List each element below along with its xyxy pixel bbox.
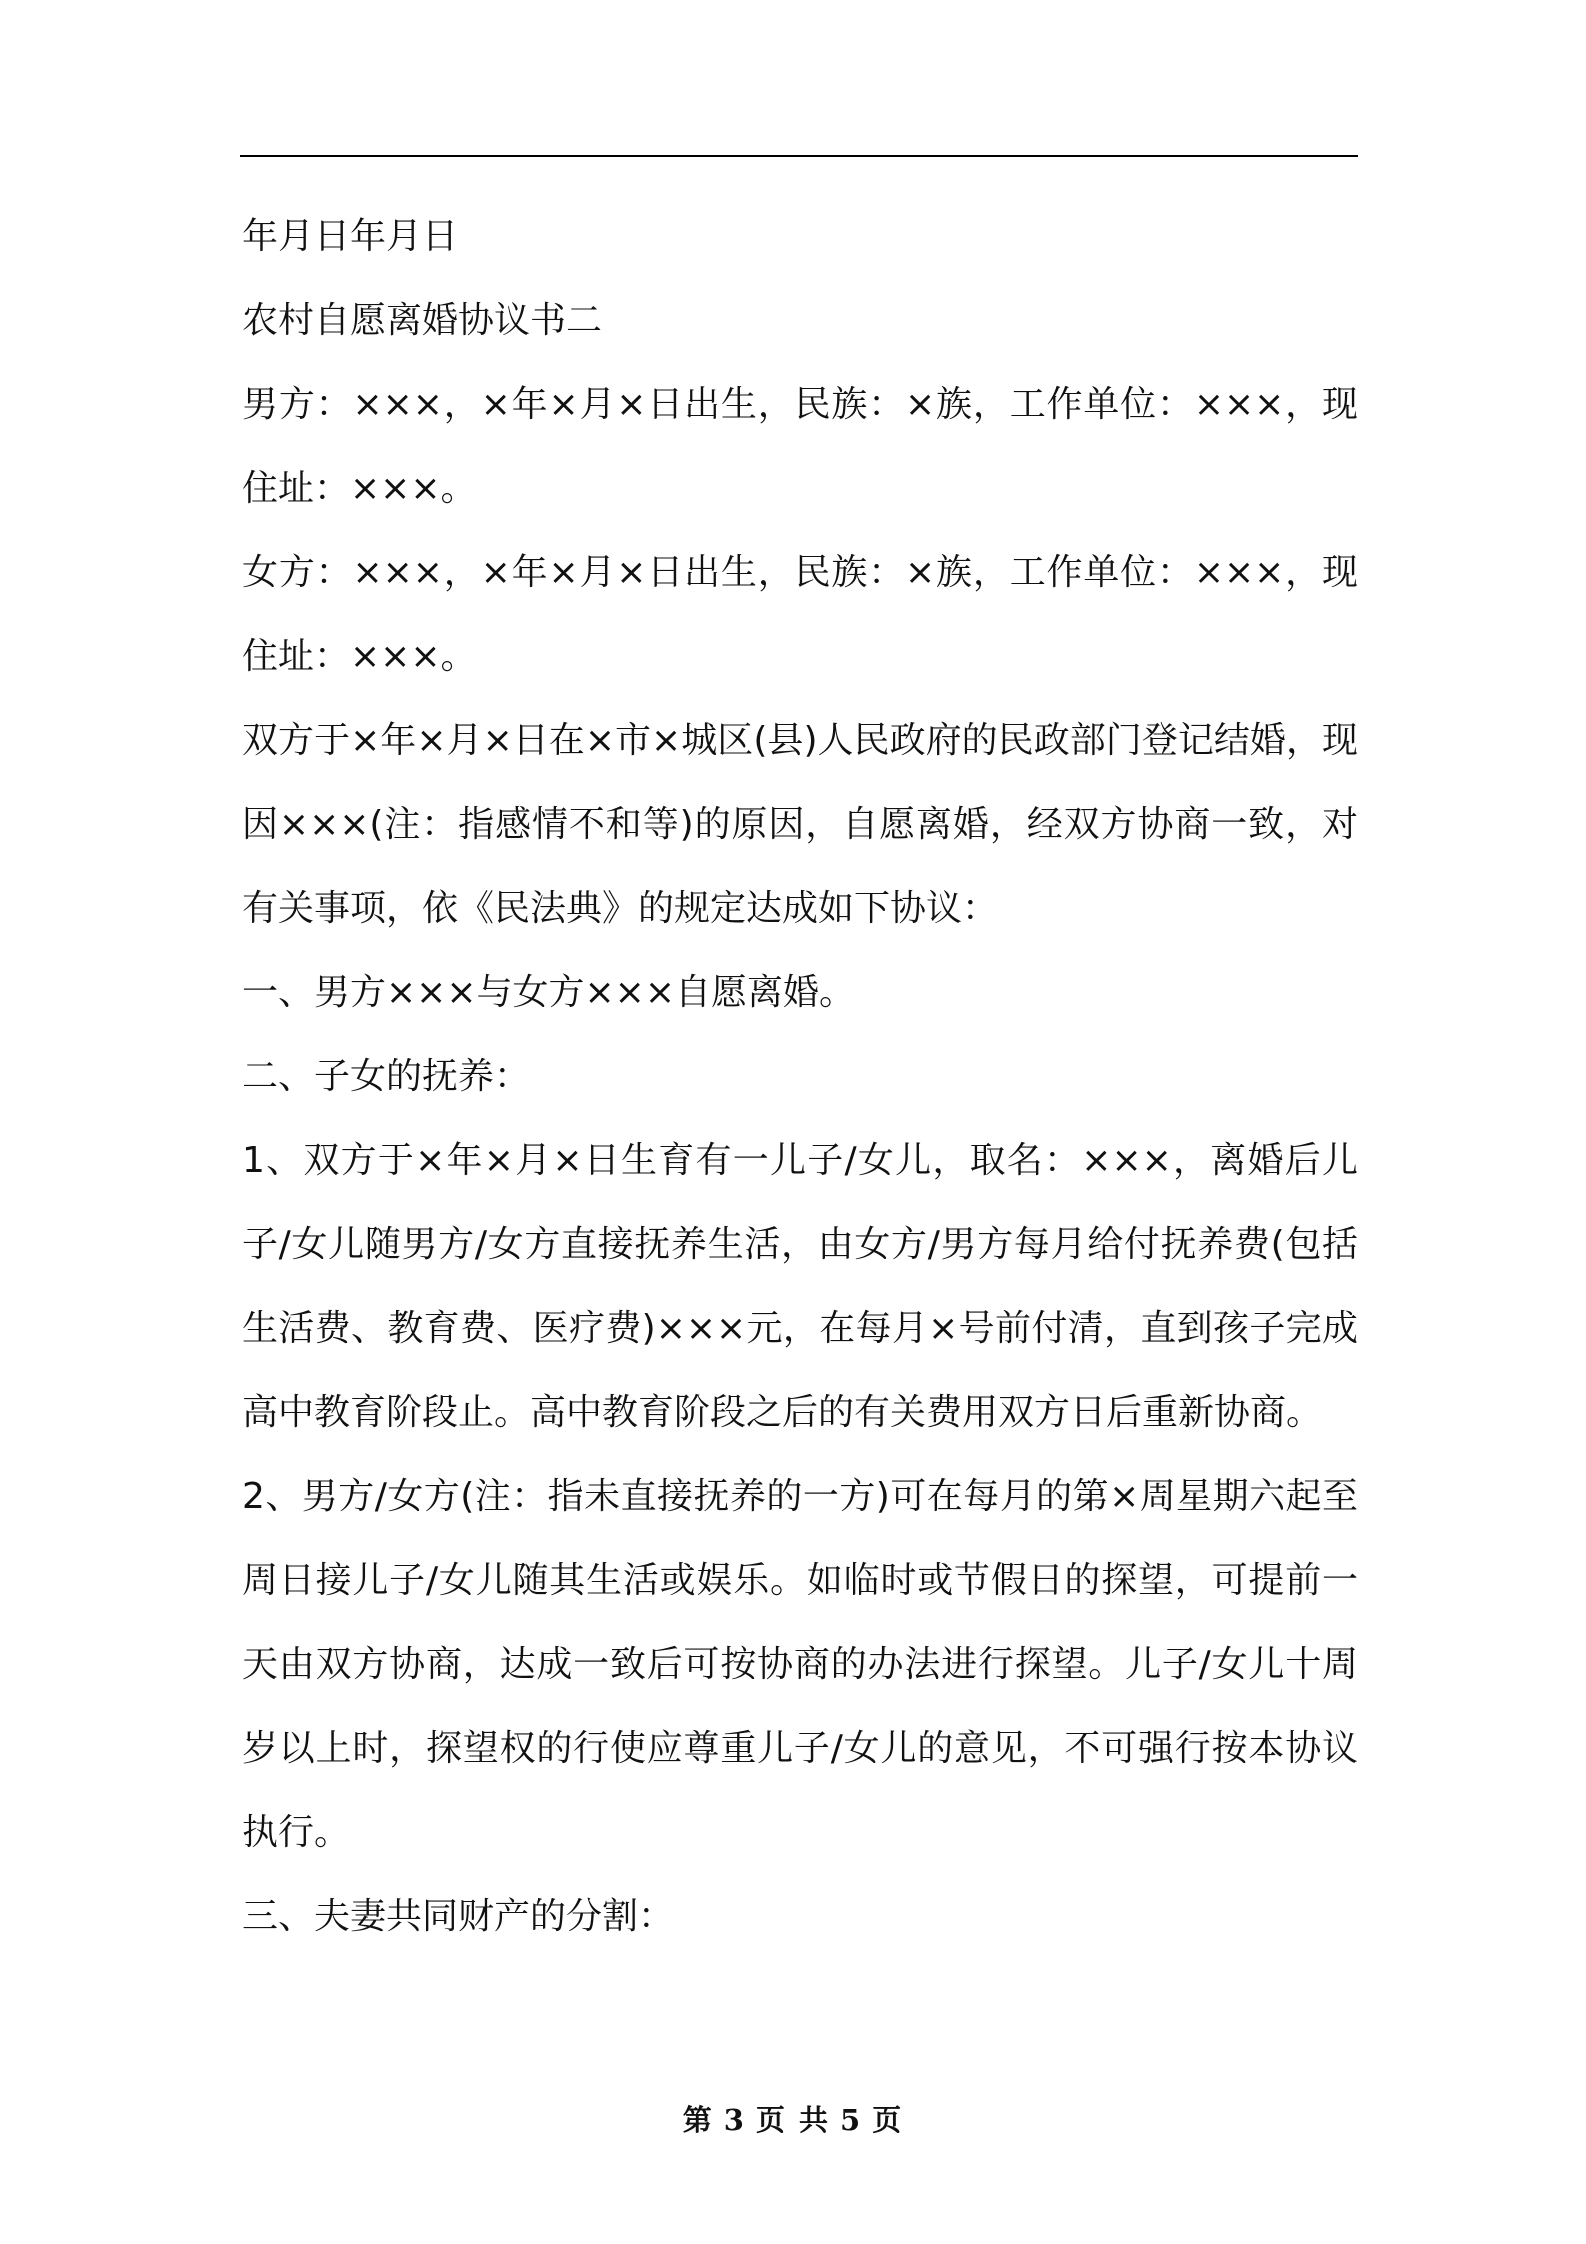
clause-two-item-two: 2、男方/女方(注：指未直接抚养的一方)可在每月的第×周星期六起至周日接儿子/女儿随其生活或娱乐。如临时或节假日的探望，可提前一天由双方协商，达成一致后可按协商的办法进行探望。儿子/女儿十周岁以上时，探望权的行使应尊重儿子/女儿的意见，不可强行按本协议执行。 xyxy=(242,1476,1358,1853)
current-page-number: 3 xyxy=(723,2103,746,2137)
total-pages-number: 5 xyxy=(840,2103,863,2137)
header-divider xyxy=(240,155,1358,157)
page-label-prefix: 第 xyxy=(682,2103,714,2137)
clause-three-heading: 三、夫妻共同财产的分割： xyxy=(242,1896,675,1937)
page-label-suffix: 页 xyxy=(872,2103,904,2137)
clause-one: 一、男方×××与女方×××自愿离婚。 xyxy=(242,972,855,1013)
marriage-statement: 双方于×年×月×日在×市×城区(县)人民政府的民政部门登记结婚，现因×××(注：指感情不和等)的原因，自愿离婚，经双方协商一致，对有关事项，依《民法典》的规定达成如下协议： xyxy=(242,720,1358,929)
section-title: 农村自愿离婚协议书二 xyxy=(242,300,603,341)
document-body xyxy=(242,195,1358,1959)
husband-info: 男方：×××，×年×月×日出生，民族：×族，工作单位：×××，现住址：×××。 xyxy=(242,384,1358,509)
page-number-footer xyxy=(0,2098,1586,2139)
date-line: 年月日年月日 xyxy=(242,216,459,257)
clause-two-heading: 二、子女的抚养： xyxy=(242,1056,531,1097)
page-label-mid: 页 共 xyxy=(755,2103,831,2137)
clause-two-item-one: 1、双方于×年×月×日生育有一儿子/女儿，取名：×××，离婚后儿子/女儿随男方/女方直接抚养生活，由女方/男方每月给付抚养费(包括生活费、教育费、医疗费)×××元，在每月×号前付清，直到孩子完成高中教育阶段止。高中教育阶段之后的有关费用双方日后重新协商。 xyxy=(242,1140,1358,1433)
wife-info: 女方：×××，×年×月×日出生，民族：×族，工作单位：×××，现住址：×××。 xyxy=(242,552,1358,677)
